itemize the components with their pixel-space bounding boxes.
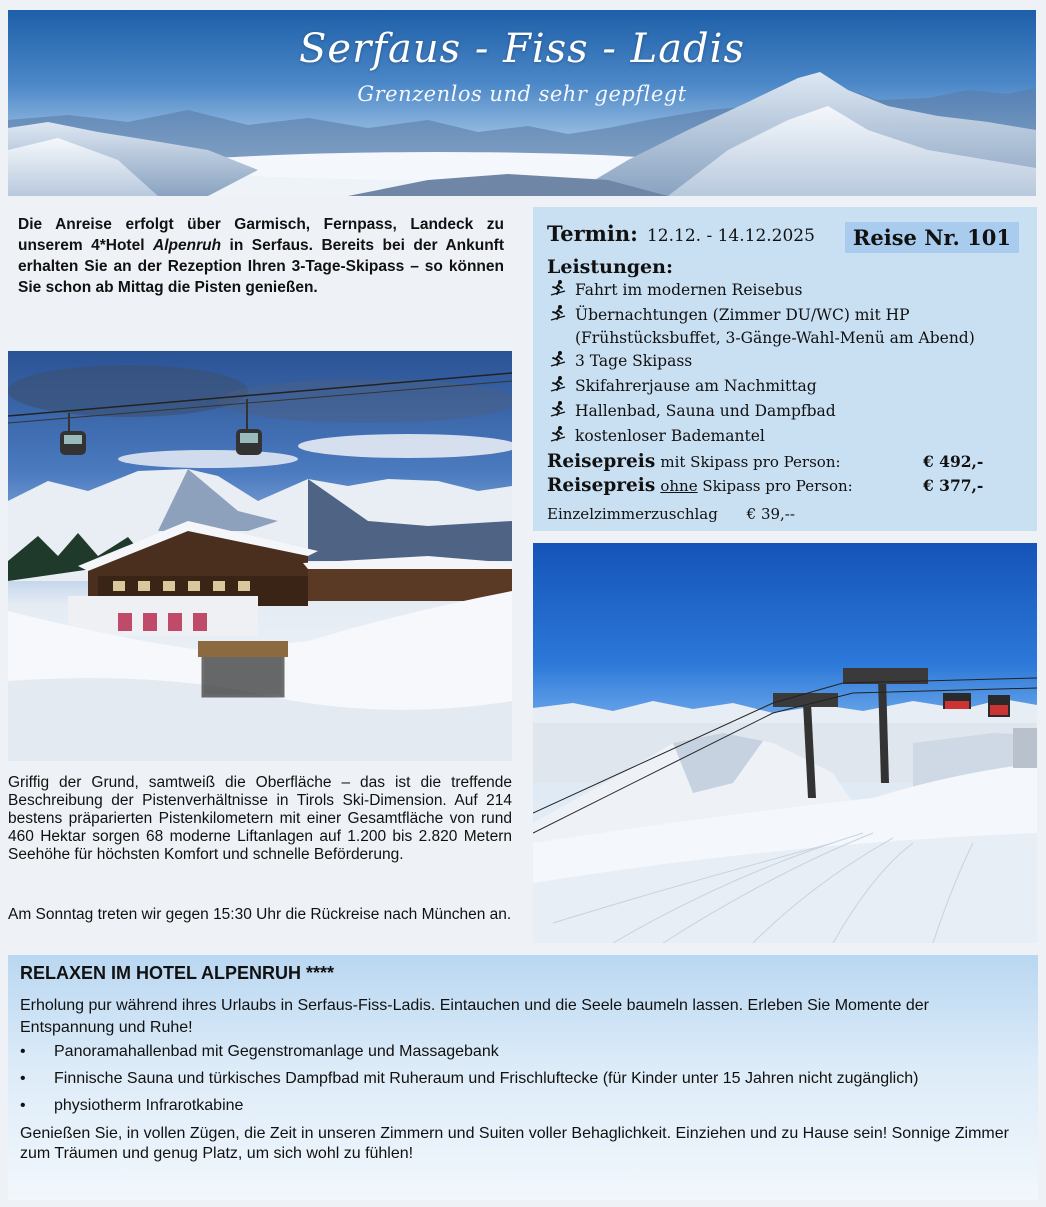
price-without-skipass <box>547 474 1023 498</box>
intro-text <box>18 214 504 298</box>
bullet-icon: • <box>20 1043 26 1060</box>
list-item <box>549 400 1023 425</box>
slope-description: Griffig der Grund, samtweiß die Oberfläche – das ist die treffende Beschreibung der Pistenverhältnisse in Tirols Ski-Dimension. Auf 214 bestens präparierten Pistenkilometern mit einer Gesamtfläche von rund 460 Hektar sorgen 68 moderne Liftanlagen auf 1.200 bis 2.820 Metern Seehöhe für höchsten Komfort und schnelle Beförderung. <box>8 774 512 863</box>
list-item <box>549 425 1023 450</box>
price-label: Reisepreis <box>547 475 656 496</box>
ski-slope-photo <box>533 543 1037 943</box>
price-value: € 377,- <box>923 476 984 495</box>
termin-date: 12.12. - 14.12.2025 <box>646 226 815 246</box>
relax-section <box>8 955 1038 1200</box>
skier-icon <box>549 350 575 375</box>
leistung-text: Fahrt im modernen Reisebus <box>575 281 803 299</box>
skier-icon <box>549 375 575 400</box>
hotel-photo <box>8 351 512 761</box>
price-label: Reisepreis <box>547 451 656 472</box>
banner-title: Serfaus - Fiss - Ladis <box>299 26 745 72</box>
list-item <box>549 279 1023 304</box>
skier-icon <box>549 279 575 304</box>
termin-label: Termin: <box>547 221 638 246</box>
bullet-icon: • <box>20 1070 26 1087</box>
skier-icon <box>549 425 575 450</box>
list-item <box>20 1043 1026 1061</box>
list-item <box>20 1070 1026 1088</box>
leistung-text: kostenloser Bademantel <box>575 427 765 445</box>
list-item <box>549 350 1023 375</box>
banner-subtitle: Grenzenlos und sehr gepflegt <box>357 82 687 106</box>
relax-title: RELAXEN IM HOTEL ALPENRUH **** <box>20 963 335 983</box>
intro-part1: Die Anreise erfolgt über Garmisch, Fernpass, Landeck zu unserem 4*Hotel <box>18 216 504 254</box>
skier-icon <box>549 304 575 350</box>
price-with-skipass <box>547 450 1023 474</box>
termin-row <box>547 221 1023 255</box>
surcharge-label: Einzelzimmerzuschlag <box>547 505 718 523</box>
amenity-text: Finnische Sauna und türkisches Dampfbad mit Ruheraum und Frischluftecke (für Kinder unter 15 Jahren nicht zugänglich) <box>54 1070 919 1087</box>
header-banner <box>8 10 1036 196</box>
skier-icon <box>549 400 575 425</box>
leistung-text: Skifahrerjause am Nachmittag <box>575 377 817 395</box>
bullet-icon: • <box>20 1097 26 1114</box>
price-value: € 492,- <box>923 452 984 471</box>
reise-number-badge: Reise Nr. 101 <box>845 222 1019 253</box>
leistung-text: Hallenbad, Sauna und Dampfbad <box>575 402 836 420</box>
relax-outro: Genießen Sie, in vollen Zügen, die Zeit in unseren Zimmern und Suiten voller Behaglichkeit. Einziehen und zu Hause sein! Sonnige Zimmer zum Träumen und genug Platz, um sich wohl zu fühlen! <box>20 1125 1009 1162</box>
leistungen-list <box>549 279 1023 450</box>
list-item <box>549 304 1023 350</box>
surcharge-value: € 39,-- <box>746 505 795 523</box>
relax-amenities-list <box>20 1043 1026 1115</box>
trip-info-box <box>533 207 1037 531</box>
amenity-text: physiotherm Infrarotkabine <box>54 1097 244 1114</box>
leistung-text: Übernachtungen (Zimmer DU/WC) mit HP (Frühstücksbuffet, 3-Gänge-Wahl-Menü am Abend) <box>575 306 975 347</box>
list-item <box>549 375 1023 400</box>
price-description: Skipass pro Person: <box>697 477 853 495</box>
price-description: mit Skipass pro Person: <box>660 453 841 471</box>
single-room-surcharge <box>547 501 1023 527</box>
list-item <box>20 1097 1026 1115</box>
return-trip-text: Am Sonntag treten wir gegen 15:30 Uhr die Rückreise nach München an. <box>8 906 512 923</box>
amenity-text: Panoramahallenbad mit Gegenstromanlage und Massagebank <box>54 1043 499 1060</box>
relax-intro: Erholung pur während ihres Urlaubs in Serfaus-Fiss-Ladis. Eintauchen und die Seele baumeln lassen. Erleben Sie Momente der Entspannung und Ruhe! <box>20 997 929 1036</box>
leistung-text: 3 Tage Skipass <box>575 352 693 370</box>
price-underlined-word: ohne <box>660 477 698 495</box>
leistungen-title: Leistungen: <box>547 256 673 278</box>
intro-part2: in Serfaus. Bereits bei der Ankunft erhalten Sie an der Rezeption Ihren 3-Tage-Skipass – so können Sie schon ab Mittag die Pisten genießen. <box>18 237 504 296</box>
intro-hotel-name: Alpenruh <box>153 237 222 254</box>
